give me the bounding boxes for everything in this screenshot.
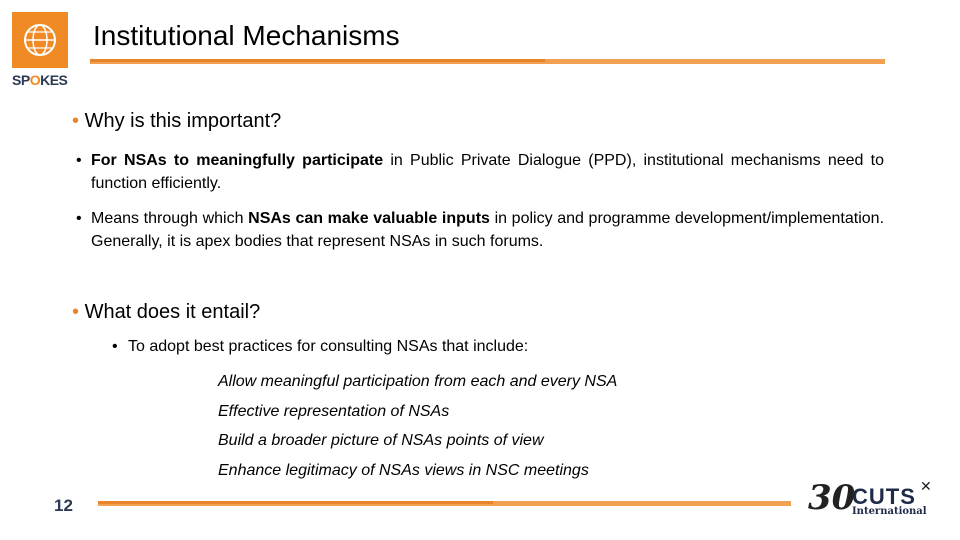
- logo-wordmark: SPOKES: [12, 72, 68, 88]
- point-valuable-inputs: • Means through which NSAs can make valuable inputs in policy and programme development/implementation. Generally, it is apex bodies that represent NSAs in such forums.: [72, 207, 884, 253]
- cuts-mark-icon: ✕: [920, 478, 932, 494]
- practice-item: Effective representation of NSAs: [218, 402, 450, 420]
- point-best-practices: • To adopt best practices for consulting NSAs that include:: [112, 338, 529, 355]
- title-divider: [90, 59, 885, 64]
- bullet-icon: •: [112, 338, 118, 355]
- bullet-icon: •: [76, 152, 82, 169]
- page-number: 12: [54, 496, 73, 515]
- cuts-subtitle: International: [852, 506, 927, 517]
- page-title: Institutional Mechanisms: [93, 20, 400, 51]
- question-why-important: • Why is this important?: [72, 110, 884, 133]
- spokes-logo: [12, 12, 70, 86]
- globe-icon: [12, 12, 68, 68]
- practice-item: Build a broader picture of NSAs points of view: [218, 432, 544, 449]
- cuts-logo: [806, 478, 940, 522]
- slide-content: [72, 110, 884, 490]
- cuts-years: 30: [808, 478, 856, 518]
- bullet-icon: •: [76, 210, 82, 227]
- practices-list: [218, 372, 884, 480]
- cuts-wordmark: CUTS: [852, 484, 916, 509]
- footer-divider: [98, 501, 791, 506]
- practice-item: Enhance legitimacy of NSAs views in NSC meetings: [218, 461, 589, 479]
- point-meaningful-participation: • For NSAs to meaningfully participate in Public Private Dialogue (PPD), institutional mechanisms need to function efficiently.: [72, 149, 884, 195]
- practice-item: Allow meaningful participation from each and every NSA: [218, 373, 618, 390]
- question-what-entails: • What does it entail?: [72, 301, 884, 324]
